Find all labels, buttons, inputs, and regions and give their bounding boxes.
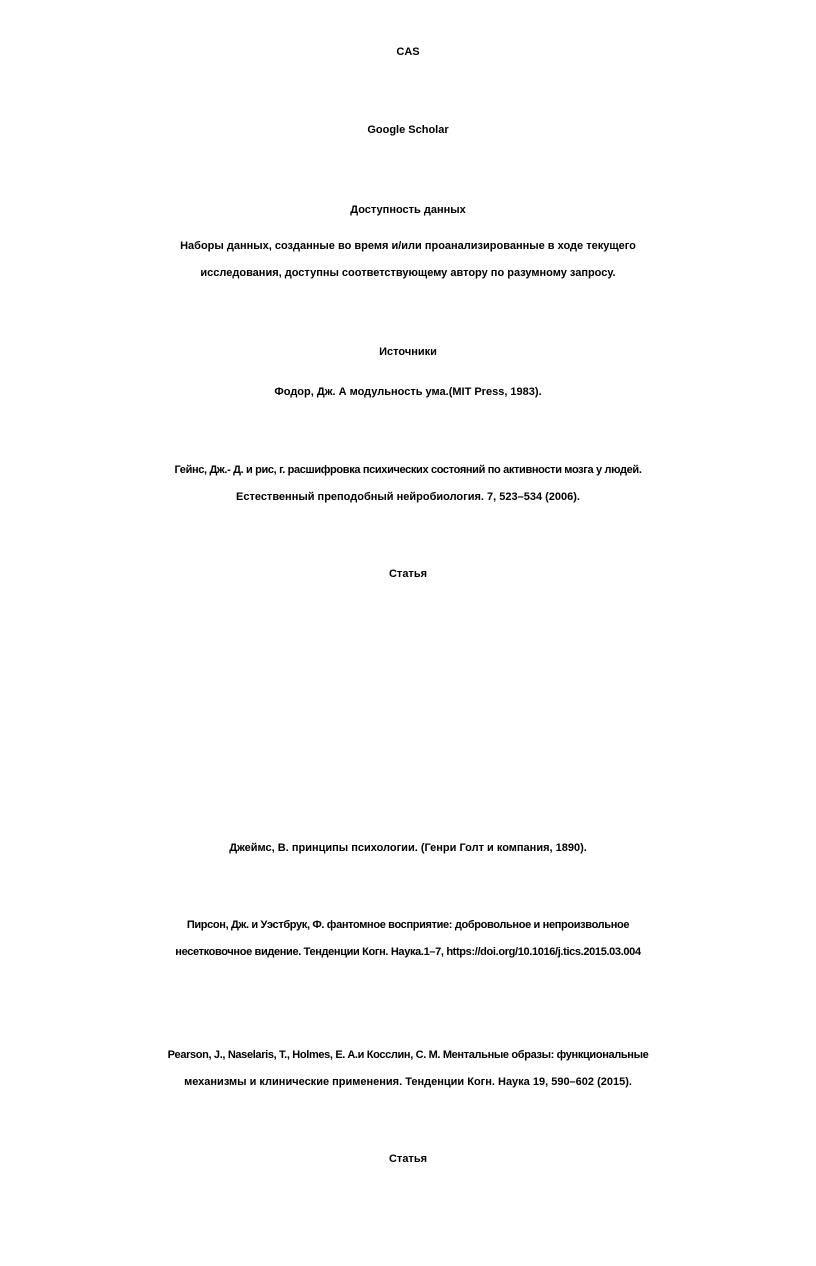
article-link[interactable]: Статья <box>388 568 428 580</box>
reference-line: Фодор, Дж. А модульность ума.(MIT Press, 1983). <box>274 386 542 398</box>
reference-line: Pearson, J., Naselaris, T., Holmes, E. A.и Косслин, С. М. Ментальные образы: функциональные <box>167 1049 649 1061</box>
reference-doi-line[interactable]: несетковочное видение. Тенденции Когн. Наука.1–7, https://doi.org/10.1016/j.tics.2015.03.004 <box>175 946 641 958</box>
data-availability-heading: Доступность данных <box>350 204 466 216</box>
data-availability-line: исследования, доступны соответствующему автору по разумному запросу. <box>200 267 616 279</box>
google-scholar-link[interactable]: Google Scholar <box>367 124 449 136</box>
references-heading: Источники <box>379 346 437 358</box>
reference-line: Пирсон, Дж. и Уэстбрук, Ф. фантомное восприятие: добровольное и непроизвольное <box>186 919 630 931</box>
cas-link[interactable]: CAS <box>396 46 420 58</box>
reference-line: Гейнс, Дж.- Д. и рис, г. расшифровка психических состояний по активности мозга у людей. <box>174 464 642 476</box>
reference-line: Естественный преподобный нейробиология. 7, 523–534 (2006). <box>236 491 580 503</box>
data-availability-line: Наборы данных, созданные во время и/или проанализированные в ходе текущего <box>180 240 636 252</box>
reference-line: Джеймс, В. принципы психологии. (Генри Голт и компания, 1890). <box>229 842 587 854</box>
reference-line: механизмы и клинические применения. Тенденции Когн. Наука 19, 590–602 (2015). <box>184 1076 632 1088</box>
article-link[interactable]: Статья <box>388 1153 428 1165</box>
